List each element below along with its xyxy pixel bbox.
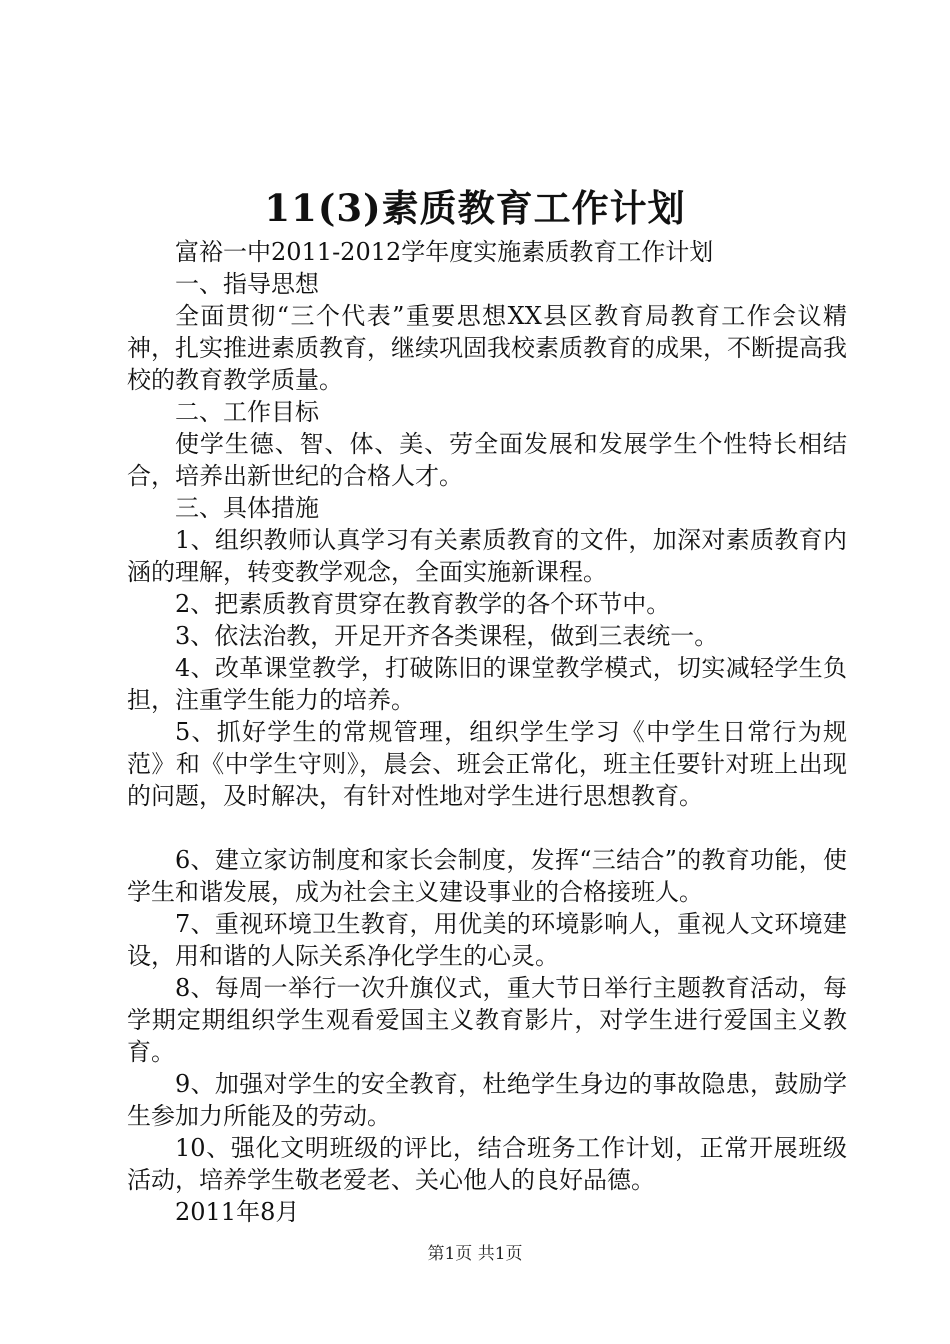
measure-item-5: 5、抓好学生的常规管理，组织学生学习《中学生日常行为规范》和《中学生守则》，晨会、班会正常化，班主任要针对班上出现的问题，及时解决，有针对性地对学生进行思想教育。 [127, 718, 847, 810]
measure-item-4: 4、改革课堂教学，打破陈旧的课堂教学模式，切实减轻学生负担，注重学生能力的培养。 [127, 654, 847, 714]
measure-item-1: 1、组织教师认真学习有关素质教育的文件，加深对素质教育内涵的理解，转变教学观念，全面实施新课程。 [127, 526, 847, 586]
document-date: 2011年8月 [175, 1198, 300, 1226]
paragraph-work-goals: 使学生德、智、体、美、劳全面发展和发展学生个性特长相结合，培养出新世纪的合格人才。 [127, 430, 847, 490]
section-heading-guiding-ideology: 一、指导思想 [175, 270, 319, 298]
measure-item-8: 8、每周一举行一次升旗仪式，重大节日举行主题教育活动，每学期定期组织学生观看爱国主义教育影片，对学生进行爱国主义教育。 [127, 974, 847, 1066]
measure-item-7: 7、重视环境卫生教育，用优美的环境影响人，重视人文环境建设，用和谐的人际关系净化学生的心灵。 [127, 910, 847, 970]
measure-item-3: 3、依法治教，开足开齐各类课程，做到三表统一。 [175, 622, 719, 650]
document-body [127, 236, 847, 1228]
document-title: 11(3)素质教育工作计划 [264, 186, 686, 230]
measure-item-9: 9、加强对学生的安全教育，杜绝学生身边的事故隐患，鼓励学生参加力所能及的劳动。 [127, 1070, 847, 1130]
measure-item-6: 6、建立家访制度和家长会制度，发挥“三结合”的教育功能，使学生和谐发展，成为社会主义建设事业的合格接班人。 [127, 846, 847, 906]
paragraph-guiding-ideology: 全面贯彻“三个代表”重要思想XX县区教育局教育工作会议精神，扎实推进素质教育，继续巩固我校素质教育的成果，不断提高我校的教育教学质量。 [127, 302, 847, 394]
measure-item-2: 2、把素质教育贯穿在教育教学的各个环节中。 [175, 590, 671, 618]
section-heading-work-goals: 二、工作目标 [175, 398, 319, 426]
section-heading-measures: 三、具体措施 [175, 494, 319, 522]
paragraph-subtitle: 富裕一中2011-2012学年度实施素质教育工作计划 [175, 238, 714, 266]
page-number-footer: 第1页 共1页 [427, 1244, 523, 1264]
measure-item-10: 10、强化文明班级的评比，结合班务工作计划，正常开展班级活动，培养学生敬老爱老、关心他人的良好品德。 [127, 1134, 847, 1194]
